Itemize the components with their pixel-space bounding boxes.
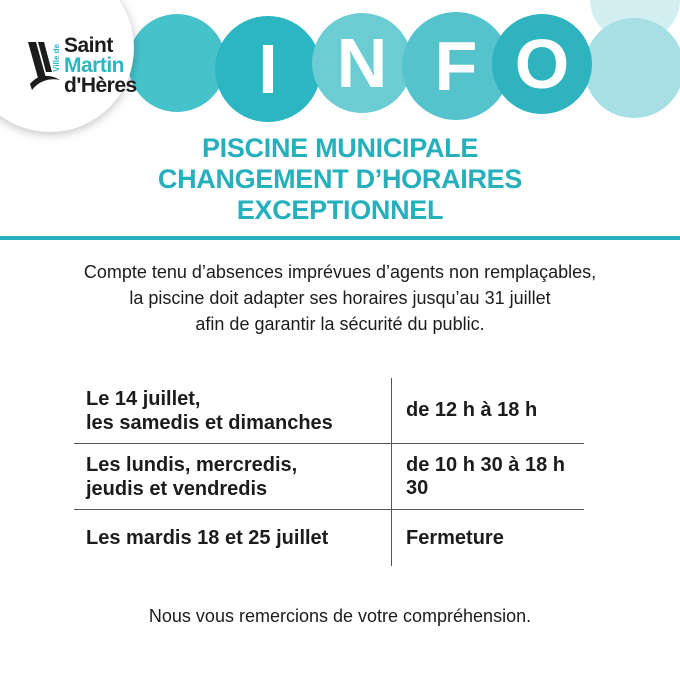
schedule-days-line2: les samedis et dimanches: [86, 411, 333, 434]
city-logo-line1: Saint: [64, 34, 113, 57]
intro-text: [0, 259, 680, 337]
title-line3: EXCEPTIONNEL: [236, 195, 444, 225]
intro-line1: Compte tenu d’absences imprévues d’agents non remplaçables,: [83, 262, 597, 282]
banner-letter-f: F: [402, 12, 510, 120]
banner-circle-decor: [584, 18, 680, 118]
schedule-days-line2: jeudis et vendredis: [86, 477, 268, 500]
schedule-days-line1: Les mardis 18 et 25 juillet: [86, 527, 329, 549]
page-title: [0, 133, 680, 226]
schedule-row: [74, 378, 584, 444]
schedule-days: [74, 510, 391, 566]
title-line1: PISCINE MUNICIPALE: [201, 133, 479, 163]
schedule-hours: de 10 h 30 à 18 h 30: [391, 444, 584, 509]
city-logo-line2: Martin: [64, 54, 124, 77]
city-logo-text: [64, 36, 137, 96]
schedule-days-line1: Le 14 juillet,: [86, 387, 201, 410]
schedule-hours: de 12 h à 18 h: [391, 378, 584, 443]
schedule-hours: Fermeture: [391, 510, 584, 566]
schedule-days: [74, 378, 391, 443]
schedule-row: [74, 510, 584, 566]
schedule-row: [74, 444, 584, 510]
city-logo-line3: d'Hères: [64, 74, 137, 97]
footer-thanks: Nous vous remercions de votre compréhension.: [148, 606, 532, 626]
schedule-table: [74, 378, 584, 566]
intro-line2: la piscine doit adapter ses horaires jusqu’au 31 juillet: [129, 288, 551, 308]
intro-line3: afin de garantir la sécurité du public.: [195, 314, 485, 334]
city-logo-ville-de: Ville de: [52, 44, 61, 72]
title-divider: [0, 236, 680, 240]
banner-letter-n: N: [312, 13, 412, 113]
schedule-days: [74, 444, 391, 509]
banner-letter-i: I: [215, 16, 321, 122]
title-line2: CHANGEMENT D’HORAIRES: [157, 164, 523, 194]
schedule-days-line1: Les lundis, mercredis,: [86, 453, 298, 476]
banner-letter-o: O: [492, 14, 592, 114]
banner-circle-decor: [128, 14, 226, 112]
